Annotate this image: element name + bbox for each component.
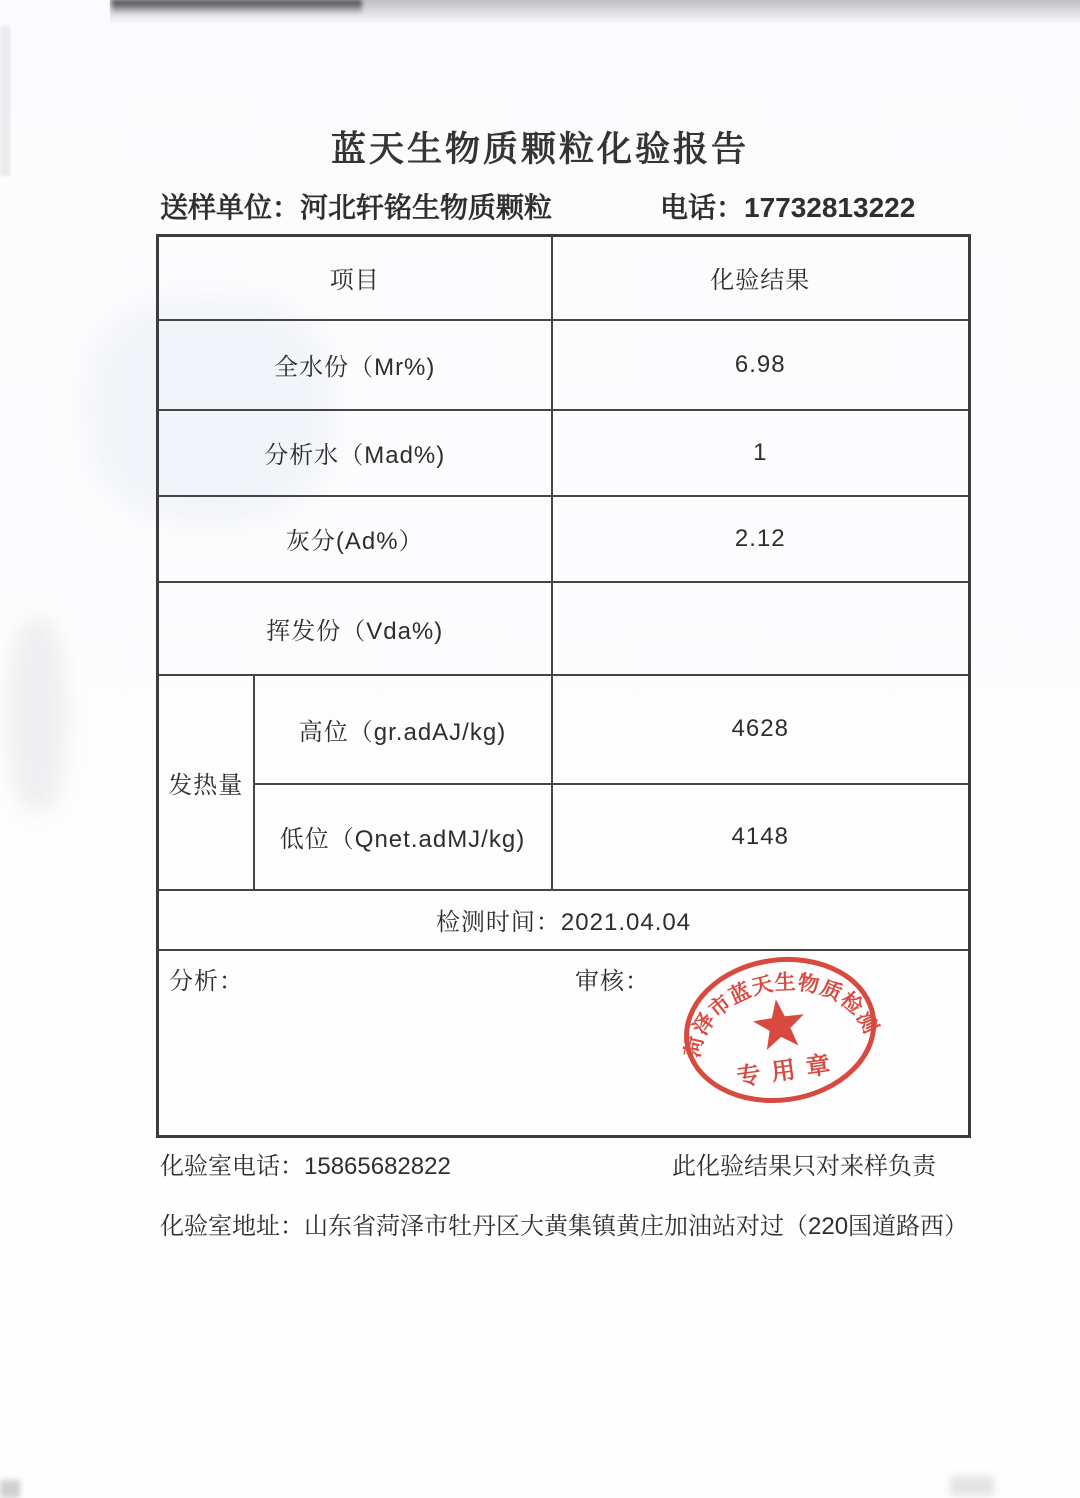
table-row: [158, 320, 970, 410]
report-info-line: [0, 186, 1080, 222]
row-value: 6.98: [552, 320, 970, 410]
table-row: [158, 582, 970, 675]
row-value: 4628: [552, 675, 970, 784]
scan-mark-bottom-left: [0, 1480, 20, 1498]
row-label: 挥发份（Vda%): [158, 582, 552, 675]
stamp-arc-text: 菏泽市蓝天生物质检测: [681, 970, 883, 1060]
stamp-bottom-text: 专用章: [735, 1049, 843, 1092]
table-row-calorific-low: [158, 784, 970, 890]
table-header-row: [158, 236, 970, 320]
test-time-row: [158, 890, 970, 950]
row-value: 1: [552, 410, 970, 496]
sender-unit: 送样单位：河北轩铭生物质颗粒: [160, 192, 553, 223]
header-result: 化验结果: [552, 236, 970, 320]
scan-edge-shadow-top-dark: [112, 0, 362, 14]
header-item: 项目: [158, 236, 552, 320]
row-value: [552, 582, 970, 675]
scan-smudge: [10, 620, 65, 810]
row-label: 分析水（Mad%): [158, 410, 552, 496]
reviewer-label: 审核：: [575, 967, 650, 995]
table-row: [158, 496, 970, 582]
row-label: 低位（Qnet.adMJ/kg): [254, 784, 552, 890]
footer-line-1: [0, 1146, 1080, 1178]
table-row: [158, 410, 970, 496]
row-value: 2.12: [552, 496, 970, 582]
row-value: 4148: [552, 784, 970, 890]
star-icon: [750, 996, 808, 1051]
row-label: 灰分(Ad%）: [158, 496, 552, 582]
sender-phone: 电话：17732813222: [660, 192, 916, 223]
analyst-label: 分析：: [169, 967, 244, 995]
row-label: 高位（gr.adAJ/kg): [254, 675, 552, 784]
report-title: 蓝天生物质颗粒化验报告: [330, 130, 749, 169]
table-row-calorific-high: [158, 675, 970, 784]
row-label: 全水份（Mr%): [158, 320, 552, 410]
lab-phone: 化验室电话：15865682822: [160, 1153, 451, 1180]
calorific-group-label: 发热量: [158, 675, 254, 890]
result-disclaimer: 此化验结果只对来样负责: [672, 1153, 936, 1180]
scan-mark-bottom: [950, 1476, 994, 1496]
test-time: 检测时间：2021.04.04: [158, 890, 970, 950]
lab-address: 化验室地址：山东省菏泽市牡丹区大黄集镇黄庄加油站对过（220国道路西）: [160, 1213, 969, 1240]
official-stamp: [668, 939, 891, 1120]
